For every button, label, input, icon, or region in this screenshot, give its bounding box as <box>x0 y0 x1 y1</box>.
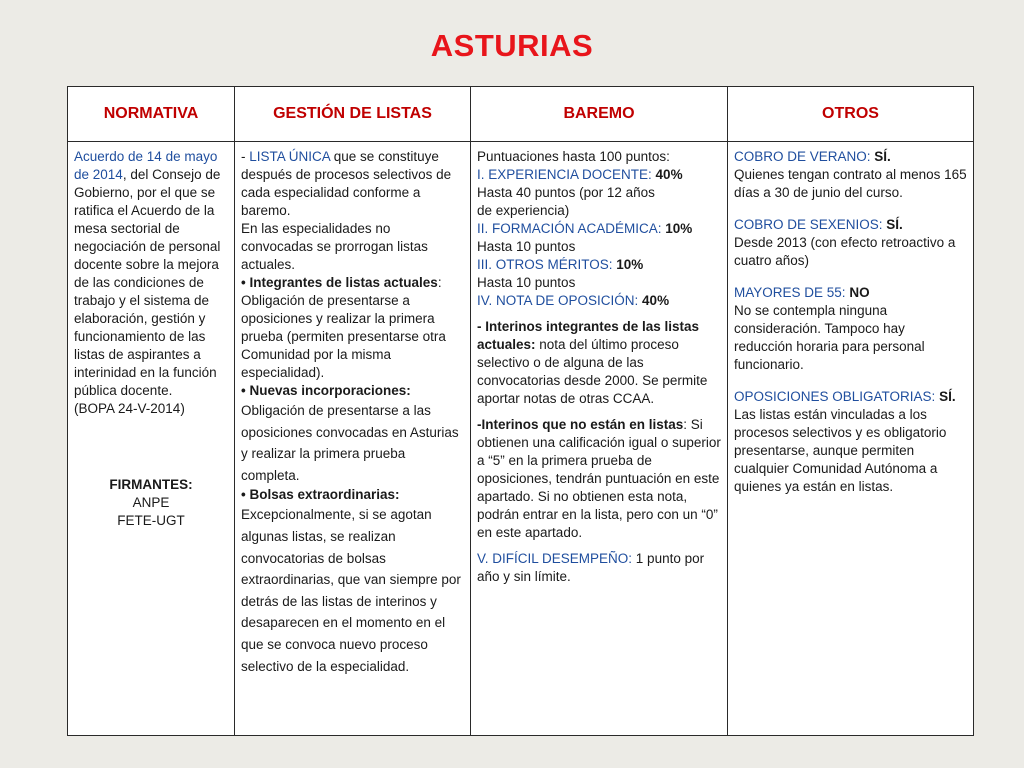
header-normativa: NORMATIVA <box>68 87 235 142</box>
comparison-table <box>67 86 974 736</box>
cobro-sexenios-value: SÍ. <box>882 217 903 232</box>
header-otros: OTROS <box>728 87 974 142</box>
experiencia-detail-1: Hasta 40 puntos (por 12 años <box>477 185 655 200</box>
mayores-55-value: NO <box>845 285 870 300</box>
experiencia-detail-2: de experiencia) <box>477 203 570 218</box>
page-title: ASTURIAS <box>430 28 594 63</box>
cell-baremo <box>471 142 728 736</box>
no-convocadas-text: En las especialidades no convocadas se prorrogan listas actuales. <box>241 221 428 272</box>
cell-normativa <box>68 142 235 736</box>
bopa-reference: (BOPA 24-V-2014) <box>74 401 185 416</box>
nuevas-label: • Nuevas incorporaciones: <box>241 383 411 398</box>
cobro-sexenios-text: Desde 2013 (con efecto retroactivo a cuatro años) <box>734 235 956 268</box>
integrantes-label: • Integrantes de listas actuales <box>241 275 438 290</box>
header-baremo: BAREMO <box>471 87 728 142</box>
oposiciones-obligatorias-text: Las listas están vinculadas a los procesos selectivos y es obligatorio presentarse, aunque permiten cualquier Comunidad Autónoma a quienes ya están en listas. <box>734 407 947 494</box>
firmante-anpe: ANPE <box>132 495 170 510</box>
experiencia-label: I. EXPERIENCIA DOCENTE: <box>477 167 652 182</box>
nuevas-text: Obligación de presentarse a las oposiciones convocadas en Asturias y realizar la primera prueba completa. <box>241 403 459 483</box>
header-row <box>68 87 974 142</box>
lista-unica-text: que se constituye después de procesos selectivos de cada especialidad conforme a baremo. <box>241 149 452 218</box>
otros-meritos-pct: 10% <box>612 257 644 272</box>
otros-meritos-label: III. OTROS MÉRITOS: <box>477 257 613 272</box>
acuerdo-link-text: Acuerdo de 14 de mayo de 2014 <box>74 149 218 182</box>
mayores-55-label: MAYORES DE 55 <box>734 285 842 300</box>
cell-gestion-de-listas <box>235 142 471 736</box>
content-row <box>68 142 974 736</box>
cobro-verano-label: COBRO DE VERANO: <box>734 149 871 164</box>
formacion-label: II. FORMACIÓN ACADÉMICA: <box>477 221 662 236</box>
mayores-55-colon: : <box>841 285 846 300</box>
mayores-55-text: No se contempla ninguna consideración. Tampoco hay reducción horaria para personal funcionario. <box>734 303 925 372</box>
acuerdo-description: , del Consejo de Gobierno, por el que se ratifica el Acuerdo de la mesa sectorial de negociación de personal docente sobre la mejora de las condiciones de trabajo y el sistema de elaboración, gestión y funcionamiento de las listas de aspirantes a interinidad en la función pública docente. <box>74 167 221 398</box>
bolsas-text: Excepcionalmente, si se agotan algunas listas, se realizan convocatorias de bolsas extraordinarias, que van siempre por detrás de las listas de interinos y desaparecen en el momento en el que se convoca nuevo proceso selectivo de la especialidad. <box>241 507 461 674</box>
firmantes-label: FIRMANTES: <box>109 477 193 492</box>
cobro-verano-value: SÍ. <box>870 149 891 164</box>
nota-oposicion-pct: 40% <box>638 293 670 308</box>
dificil-desempeno-text: 1 punto por año y sin límite. <box>477 551 705 584</box>
baremo-intro: Puntuaciones hasta 100 puntos: <box>477 149 670 164</box>
no-listas-text: : Si obtienen una calificación igual o superior a “5” en la primera prueba de oposiciones, tendrán puntuación en este apartado. Si no obtienen esta nota, podrán entrar en la lista, pero con un “0” en este apartado. <box>477 417 721 540</box>
otros-meritos-detail: Hasta 10 puntos <box>477 275 576 290</box>
nota-oposicion-label: IV. NOTA DE OPOSICIÓN: <box>477 293 639 308</box>
firmante-fete-ugt: FETE-UGT <box>117 513 185 528</box>
cobro-verano-text: Quienes tengan contrato al menos 165 días a 30 de junio del curso. <box>734 167 967 200</box>
interinos-text: nota del último proceso selectivo o de alguna de las convocatorias desde 2000. Se permite aportar notas de otras CCAA. <box>477 337 708 406</box>
oposiciones-obligatorias-label: OPOSICIONES OBLIGATORIAS: <box>734 389 936 404</box>
oposiciones-obligatorias-value: SÍ. <box>935 389 956 404</box>
bolsas-label: • Bolsas extraordinarias: <box>241 487 400 503</box>
lista-unica-prefix: - <box>241 149 250 164</box>
lista-unica-label: LISTA ÚNICA <box>249 149 331 164</box>
header-gestion-de-listas: GESTIÓN DE LISTAS <box>235 87 471 142</box>
cell-otros <box>728 142 974 736</box>
dificil-desempeno-label: V. DIFÍCIL DESEMPEÑO: <box>477 551 633 566</box>
cobro-sexenios-label: COBRO DE SEXENIOS: <box>734 217 883 232</box>
formacion-detail: Hasta 10 puntos <box>477 239 576 254</box>
no-listas-label: -Interinos que no están en listas <box>477 417 684 432</box>
integrantes-text: : Obligación de presentarse a oposiciones y realizar la primera prueba (permiten presentarse otra Comunidad por la misma especialidad). <box>241 275 446 380</box>
experiencia-pct: 40% <box>651 167 683 182</box>
interinos-label: - Interinos integrantes de las listas actuales: <box>477 319 700 352</box>
formacion-pct: 10% <box>661 221 693 236</box>
